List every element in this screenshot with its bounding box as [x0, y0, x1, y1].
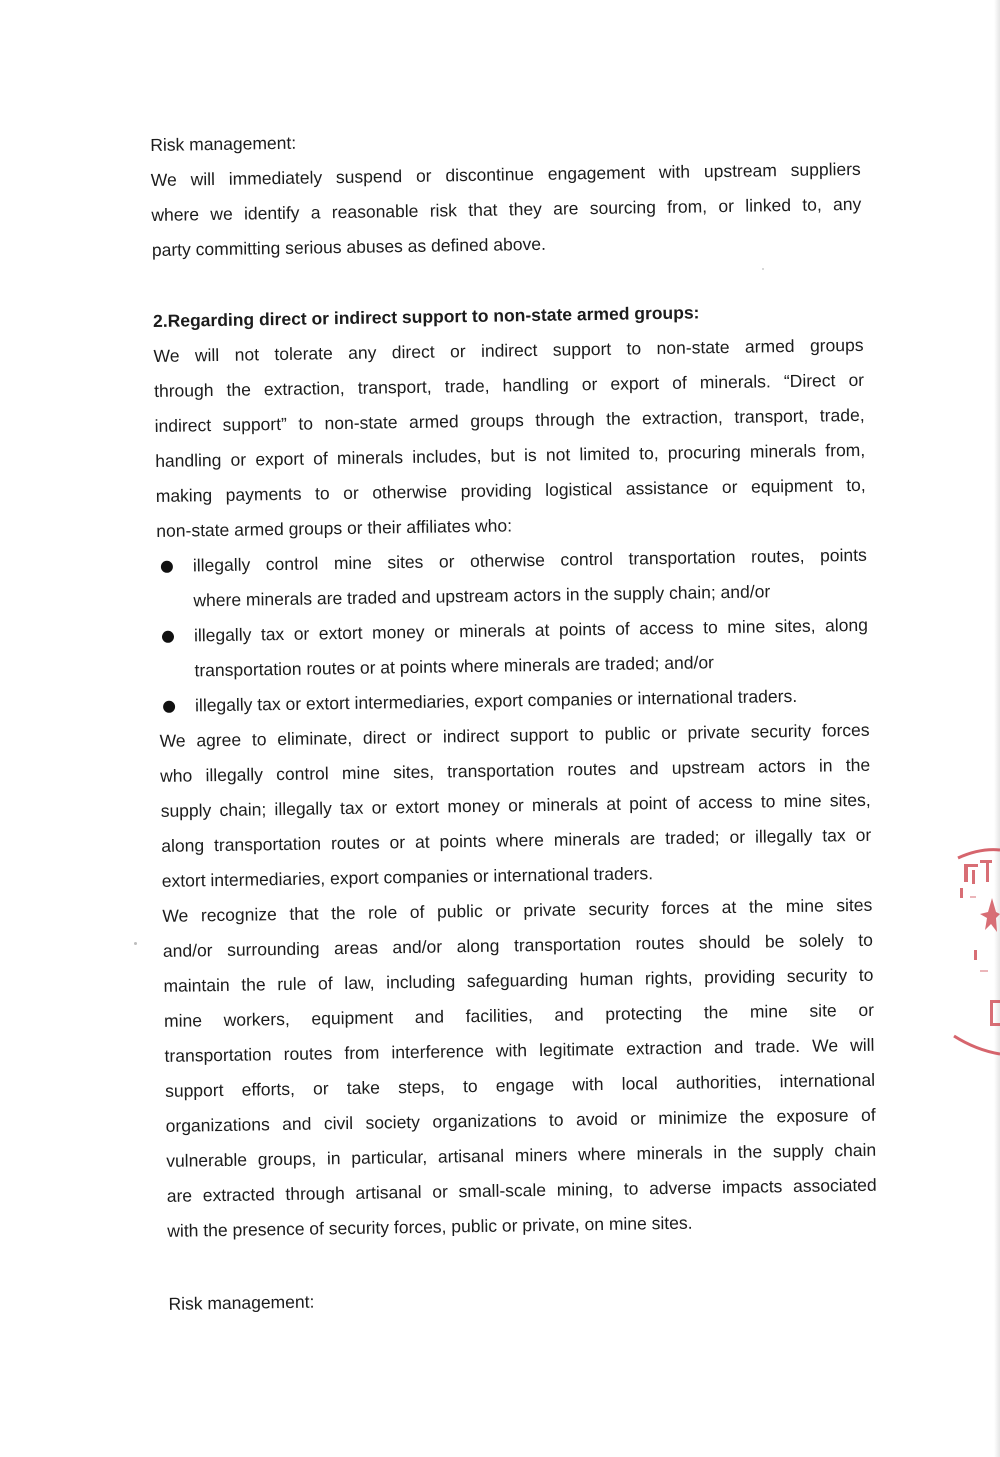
scan-speck [134, 942, 137, 945]
paragraph-line: vulnerable groups, in particular, artisanal miners where minerals in the supply chain [166, 1139, 877, 1171]
paragraph-line: supply chain; illegally tax or extort money or minerals at point of access to mine sites, [160, 789, 871, 821]
paragraph-line: along transportation routes or at points where minerals are traded; or illegally tax or [161, 824, 872, 856]
paragraph-line: who illegally control mine sites, transportation routes and upstream actors in the [160, 754, 871, 786]
paragraph-line: mine workers, equipment and facilities, and protecting the mine site or [163, 999, 875, 1031]
bullet-line: transportation routes or at points where minerals are traded; and/or [194, 652, 715, 681]
risk-management-label: Risk management: [150, 132, 297, 155]
paragraph-line: are extracted through artisanal or small-scale mining, to adverse impacts associated [166, 1174, 877, 1206]
paragraph-line: We recognize that the role of public or private security forces at the mine sites [162, 894, 873, 926]
paragraph-line: where we identify a reasonable risk that they are sourcing from, or linked to, any [151, 193, 862, 225]
paragraph-line: support efforts, or take steps, to engage with local authorities, international [164, 1069, 876, 1101]
paragraph-line: non-state armed groups or their affiliates who: [156, 515, 513, 541]
paragraph-line: We agree to eliminate, direct or indirect support to public or private security forces [159, 719, 870, 751]
bullet-line: illegally tax or extort money or minerals at points of access to mine sites, along [193, 614, 869, 646]
paragraph-line: indirect support” to non-state armed groups through the extraction, transport, trade, [154, 404, 865, 436]
bullet-list [157, 538, 870, 724]
paragraph-line: transportation routes from interference with legitimate extraction and trade. We will [164, 1034, 875, 1066]
risk-management-label: Risk management: [168, 1291, 315, 1314]
bullet-line: illegally control mine sites or otherwise control transportation routes, points [192, 544, 867, 576]
bullet-icon [162, 631, 174, 643]
paragraph-line: maintain the rule of law, including safeguarding human rights, providing security to [163, 964, 874, 996]
document-body [150, 117, 879, 1322]
page-edge-shadow [994, 0, 1000, 1457]
paragraph-line: organizations and civil society organizations to avoid or minimize the exposure of [165, 1104, 876, 1136]
bullet-item [157, 538, 868, 619]
bullet-line: where minerals are traded and upstream actors in the supply chain; and/or [193, 581, 771, 611]
bullet-icon [163, 701, 175, 713]
bullet-line: illegally tax or extort intermediaries, export companies or international traders. [194, 685, 798, 716]
paragraph-line: making payments to or otherwise providing logistical assistance or equipment to, [155, 474, 866, 506]
paragraph-line: with the presence of security forces, public or private, on mine sites. [167, 1212, 693, 1241]
bullet-icon [161, 561, 173, 573]
paragraph-line: party committing serious abuses as defined above. [151, 233, 546, 260]
bullet-item [158, 608, 869, 689]
company-seal-icon [950, 840, 1000, 1070]
paragraph-line: and/or surrounding areas and/or along transportation routes should be solely to [162, 929, 873, 961]
paragraph-line: We will not tolerate any direct or indirect support to non-state armed groups [153, 334, 864, 366]
section-heading: 2.Regarding direct or indirect support to non-state armed groups: [152, 302, 700, 331]
paragraph-line: extort intermediaries, export companies or international traders. [161, 863, 654, 891]
paragraph-line: through the extraction, transport, trade, handling or export of minerals. “Direct or [153, 369, 865, 401]
paragraph-line: We will immediately suspend or discontinue engagement with upstream suppliers [150, 158, 861, 190]
paragraph-line: handling or export of minerals includes, but is not limited to, procuring minerals from, [155, 439, 866, 471]
